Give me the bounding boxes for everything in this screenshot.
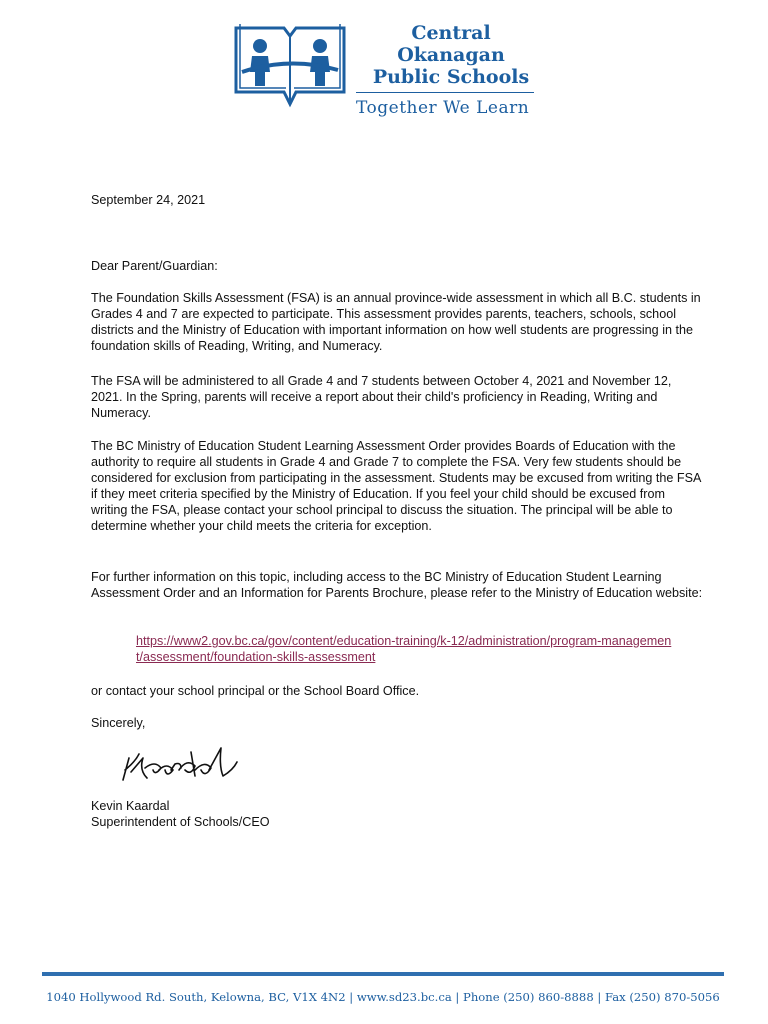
footer-divider-bar (42, 972, 724, 976)
open-book-with-two-people-icon (232, 20, 350, 112)
salutation: Dear Parent/Guardian: (91, 259, 218, 273)
paragraph-exclusion-criteria: The BC Ministry of Education Student Learning Assessment Order provides Boards of Education with the authority to require all students in Grade 4 and Grade 7 to complete the FSA. Very few students should be considered for exclusion from participating in the assessment. Students may be excused from writing the FSA if they meet criteria specified by the Ministry of Education. If you feel your child should be excused from writing the FSA, please contact your school principal to discuss the situation. The principal will be able to determine whether your child meets the criteria for exception. (91, 439, 701, 533)
paragraph-further-information: For further information on this topic, including access to the BC Ministry of Education Student Learning Assessment Order and an Information for Parents Brochure, please refer to the Ministry of Education website: (91, 570, 703, 600)
letter-date: September 24, 2021 (91, 193, 206, 207)
ministry-website-link[interactable]: https://www2.gov.bc.ca/gov/content/education-training/k-12/administration/program-management/assessment/foundation-skills-assessment (136, 634, 672, 664)
paragraph-fsa-dates: The FSA will be administered to all Grade 4 and 7 students between October 4, 2021 and November 12, 2021. In the Spring, parents will receive a report about their child's proficiency in Reading, Writing and Numeracy. (91, 374, 672, 420)
header-divider (356, 92, 534, 93)
organization-name (356, 22, 546, 88)
handwritten-signature (95, 740, 263, 798)
organization-tagline: Together We Learn (356, 98, 530, 118)
closing: Sincerely, (91, 716, 146, 730)
letterhead-logo (232, 20, 542, 116)
organization-name-line2: Public Schools (372, 66, 530, 88)
contact-line: or contact your school principal or the School Board Office. (91, 684, 420, 698)
signer-name: Kevin Kaardal (91, 799, 170, 813)
signer-title: Superintendent of Schools/CEO (91, 815, 270, 829)
organization-name-line1: Central Okanagan (397, 22, 505, 66)
footer-contact-details: 1040 Hollywood Rd. South, Kelowna, BC, V1X 4N2 | www.sd23.bc.ca | Phone (250) 860-8888 | Fax (250) 870-5056 (46, 990, 720, 1004)
paragraph-fsa-overview: The Foundation Skills Assessment (FSA) is an annual province-wide assessment in which all B.C. students in Grades 4 and 7 are expected to participate. This assessment provides parents, teachers, schools, school districts and the Ministry of Education with important information on how well students are progressing in the foundation skills of Reading, Writing, and Numeracy. (91, 291, 701, 353)
